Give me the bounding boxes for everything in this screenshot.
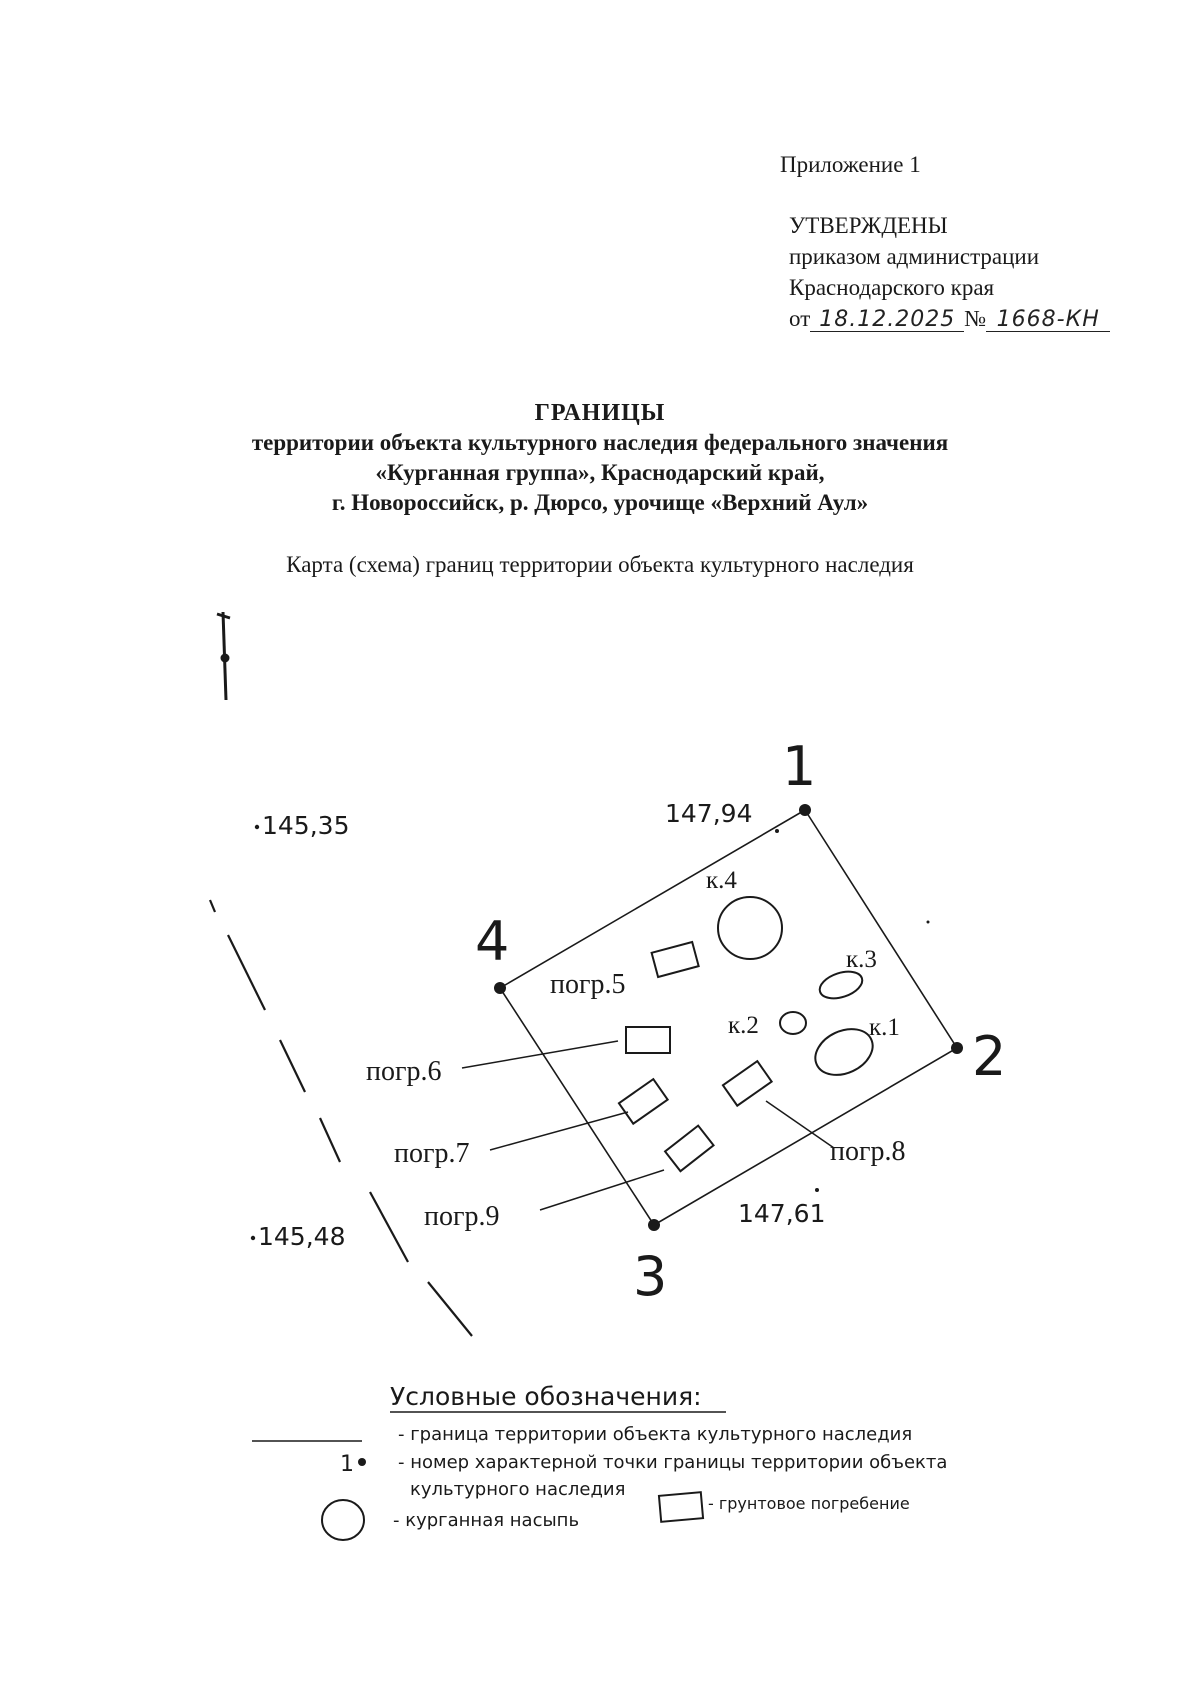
mounds (718, 897, 880, 1084)
handwritten-date: 18.12.2025 (819, 307, 956, 332)
boundary-point-1 (799, 804, 811, 816)
boundary-point-2 (951, 1042, 963, 1054)
burial-6 (626, 1027, 670, 1053)
north-arrow (217, 612, 230, 700)
legend (252, 1382, 947, 1540)
boundary-point-3 (648, 1219, 660, 1231)
handwritten-number: 1668-КН (996, 307, 1100, 332)
point-label-4: 4 (475, 910, 510, 973)
legend-burial-sample (659, 1492, 703, 1522)
elevation-label: 145,48 (258, 1222, 346, 1251)
burials (619, 942, 772, 1171)
burial-label: погр.6 (366, 1056, 442, 1087)
approval-line-region: Краснодарского края (789, 275, 995, 300)
burial-label: погр.5 (550, 969, 626, 1000)
burial-7 (619, 1079, 668, 1124)
elevation-label: 147,94 (665, 799, 753, 828)
burial-label: погр.7 (394, 1138, 470, 1169)
point-label-2: 2 (972, 1025, 1007, 1088)
elevation-dots (251, 825, 930, 1240)
legend-burial-text: - грунтовое погребение (708, 1494, 910, 1513)
legend-point-sample-number: 1 (340, 1452, 354, 1477)
legend-title: Условные обозначения: (390, 1382, 702, 1411)
legend-point-sample-dot (358, 1458, 366, 1466)
mound-label: к.3 (846, 946, 877, 973)
point-label-3: 3 (633, 1245, 668, 1308)
burial-label: погр.8 (830, 1136, 906, 1167)
point-label-1: 1 (782, 735, 817, 798)
mound-k4 (718, 897, 782, 959)
legend-mound-text: - курганная насыпь (393, 1510, 580, 1531)
burial-label: погр.9 (424, 1201, 500, 1232)
legend-point-text-cont: культурного наследия (410, 1479, 626, 1500)
appendix-label: Приложение 1 (780, 152, 921, 177)
burial-9 (665, 1126, 713, 1172)
title-line-3: г. Новороссийск, р. Дюрсо, урочище «Верхний Аул» (331, 490, 869, 515)
approval-line-order: приказом администрации (789, 244, 1040, 269)
mound-label: к.4 (706, 867, 737, 894)
number-prefix: № (964, 306, 987, 331)
mound-label: к.1 (869, 1014, 900, 1041)
title-line-2: «Курганная группа», Краснодарский край, (375, 460, 825, 485)
title-line-1: территории объекта культурного наследия федерального значения (251, 430, 949, 455)
burial-8 (723, 1061, 772, 1106)
burial-5 (652, 942, 699, 977)
elevation-label: 145,35 (262, 811, 350, 840)
legend-boundary-text: - граница территории объекта культурного наследия (398, 1424, 913, 1445)
map-caption: Карта (схема) границ территории объекта культурного наследия (286, 552, 914, 577)
legend-point-text: - номер характерной точки границы территории объекта (398, 1452, 948, 1473)
leader-lines (462, 1041, 834, 1210)
legend-mound-sample (322, 1500, 364, 1540)
mound-label: к.2 (728, 1012, 759, 1039)
burial-labels (366, 969, 905, 1232)
elevation-label: 147,61 (738, 1199, 826, 1228)
date-prefix: от (789, 306, 811, 331)
approval-title: УТВЕРЖДЕНЫ (789, 213, 948, 238)
boundary-point-4 (494, 982, 506, 994)
road-line (210, 900, 472, 1336)
mound-k2 (780, 1012, 806, 1034)
title-main: ГРАНИЦЫ (534, 400, 666, 426)
